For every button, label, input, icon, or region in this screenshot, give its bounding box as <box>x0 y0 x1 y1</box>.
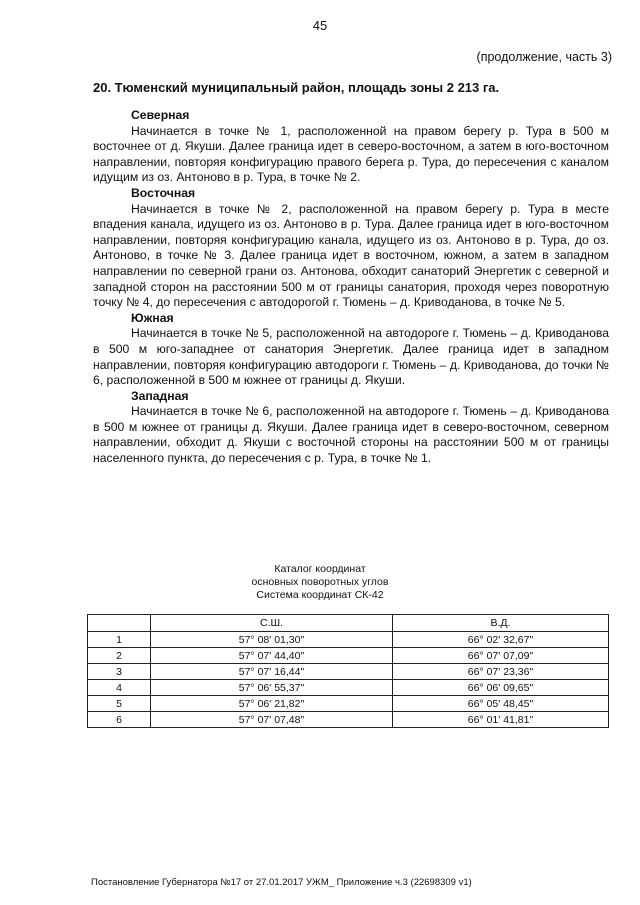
row-number: 1 <box>88 632 151 648</box>
section-text-east: Начинается в точке № 2, расположенной на правом берегу р. Тура в месте впадения канала, идущего из оз. Антоново в р. Тура. Далее граница идет в юго-восточном направлении, повторяя конфигурацию канала, идущего из оз. Антоново в р. Тура, до оз. Антоново, в точке № 3. Далее граница идет в восточном, южном, а затем в западном направлении по северной грани оз. Антонова, обходит санаторий Энергетик с северной и западной сторон на расстоянии 500 м от границы санатория, проходя через поворотную точку № 4, до пересечения с автодорогой г. Тюмень – д. Криводанова, в точке № 5. <box>93 201 609 310</box>
row-number: 3 <box>88 664 151 680</box>
table-row <box>88 712 609 728</box>
section-title-south: Южная <box>131 310 174 325</box>
catalog-caption-line3: Система координат СК-42 <box>256 589 384 601</box>
row-latitude: 57° 08' 01,30" <box>151 632 393 648</box>
row-number: 6 <box>88 712 151 728</box>
row-number: 2 <box>88 648 151 664</box>
row-longitude: 66° 06' 09,65" <box>393 680 609 696</box>
table-row <box>88 696 609 712</box>
row-longitude: 66° 07' 07,09" <box>393 648 609 664</box>
section-text-north: Начинается в точке № 1, расположенной на правом берегу р. Тура в 500 м восточнее от д. Якуши. Далее граница идет в северо-восточном, а затем в юго-восточном направлении, повторяя конфигурацию правого берега р. Тура, до пересечения с каналом идущим из оз. Антоново в р. Тура, в точке № 2. <box>93 123 609 185</box>
table-row <box>88 648 609 664</box>
row-latitude: 57° 07' 07,48" <box>151 712 393 728</box>
row-latitude: 57° 06' 55,37" <box>151 680 393 696</box>
section-title-west: Западная <box>131 388 189 403</box>
section-text-south: Начинается в точке № 5, расположенной на автодороге г. Тюмень – д. Криводанова в 500 м юго-западнее от санатория Энергетик. Далее граница идет в западном направлении, повторяя конфигурацию автодороги г. Тюмень – д. Криводанова, до точки № 6, расположенной в 500 м южнее от границы д. Якуши. <box>93 326 609 388</box>
section-text-west: Начинается в точке № 6, расположенной на автодороге г. Тюмень – д. Криводанова в 500 м южнее от границы д. Якуши. Далее граница идет в северо-восточном, северном направлении, обходит д. Якуши с восточной стороны на расстоянии 500 м от границы населенного пункта, до пересечения с р. Тура, в точке № 1. <box>93 404 609 466</box>
header-number <box>88 615 151 632</box>
zone-heading: 20. Тюменский муниципальный район, площадь зоны 2 213 га. <box>93 80 500 95</box>
row-latitude: 57° 06' 21,82" <box>151 696 393 712</box>
page-number: 45 <box>312 18 328 33</box>
section-title-east: Восточная <box>131 185 196 200</box>
table-row <box>88 632 609 648</box>
table-row <box>88 680 609 696</box>
row-longitude: 66° 02' 32,67" <box>393 632 609 648</box>
row-latitude: 57° 07' 44,40" <box>151 648 393 664</box>
row-longitude: 66° 05' 48,45" <box>393 696 609 712</box>
table-row <box>88 664 609 680</box>
document-footer: Постановление Губернатора №17 от 27.01.2017 УЖМ_ Приложение ч.3 (22698309 v1) <box>91 877 472 888</box>
catalog-caption-line1: Каталог координат <box>274 563 366 575</box>
row-number: 4 <box>88 680 151 696</box>
catalog-caption-line2: основных поворотных углов <box>251 576 389 588</box>
table-header-row <box>88 615 609 632</box>
header-longitude: В.Д. <box>393 615 609 632</box>
row-longitude: 66° 01' 41,81" <box>393 712 609 728</box>
section-title-north: Северная <box>131 108 190 122</box>
row-longitude: 66° 07' 23,36" <box>393 664 609 680</box>
header-latitude: С.Ш. <box>151 615 393 632</box>
row-latitude: 57° 07' 16,44" <box>151 664 393 680</box>
coordinates-table <box>87 614 609 728</box>
boundary-description <box>93 108 609 467</box>
catalog-caption <box>0 563 640 602</box>
row-number: 5 <box>88 696 151 712</box>
continuation-note: (продолжение, часть 3) <box>476 50 612 64</box>
